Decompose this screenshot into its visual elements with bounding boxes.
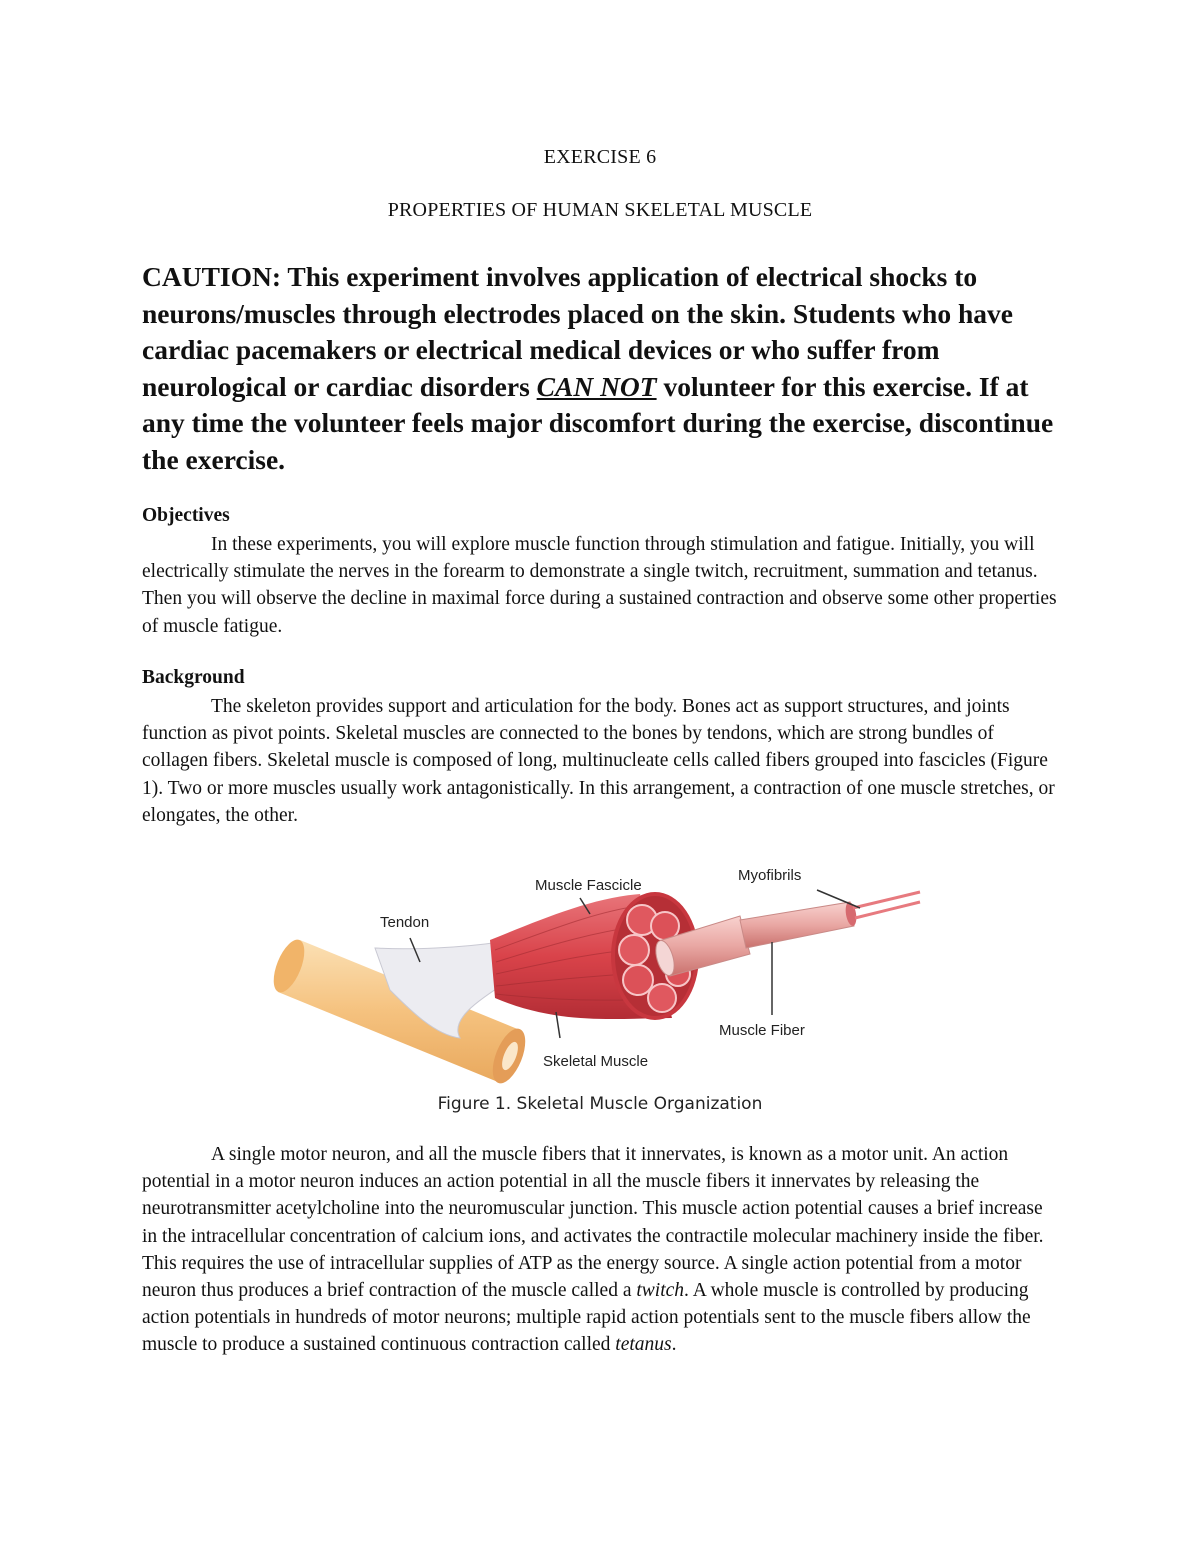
background-text: The skeleton provides support and articulation for the body. Bones act as support structures, and joints function as pivot points. Skeletal muscles are connected to the bones by tendons, which are strong bundles of collagen fibers. Skeletal muscle is composed of long, multinucleate cells called fibers grouped into fascicles (Figure 1). Two or more muscles usually work antagonistically. In this arrangement, a contraction of one muscle stretches, or elongates, the other. <box>142 696 1055 826</box>
caution-warning <box>142 259 1072 478</box>
motor-unit-text-2: . A whole muscle is controlled by producing action potentials in hundreds of motor neurons; multiple rapid action potentials sent to the muscle fibers allow the muscle to produce a sustained continuous contraction called <box>142 1280 1031 1356</box>
tetanus-term: tetanus <box>615 1334 672 1356</box>
label-skeletal-muscle: Skeletal Muscle <box>543 1053 649 1070</box>
muscle-fiber-shape <box>740 902 854 948</box>
exercise-subtitle: PROPERTIES OF HUMAN SKELETAL MUSCLE <box>387 199 813 221</box>
caution-emphasis: CAN NOT <box>536 370 657 402</box>
motor-unit-text-1: A single motor neuron, and all the muscle fibers that it innervates, is known as a motor unit. An action potential in a motor neuron induces an action potential in all the muscle fibers it innervates by releasing the neurotransmitter acetylcholine into the neuromuscular junction. This muscle action potential causes a brief increase in the intracellular concentration of calcium ions, and activates the contractile molecular machinery inside the fiber. This requires the use of intracellular supplies of ATP as the energy source. A single action potential from a motor neuron thus produces a brief contraction of the muscle called a <box>142 1144 1044 1302</box>
exercise-title: EXERCISE 6 <box>543 146 657 168</box>
objectives-paragraph <box>142 531 1062 640</box>
objectives-heading: Objectives <box>142 505 230 526</box>
background-heading: Background <box>142 667 245 688</box>
motor-unit-text-3: . <box>671 1334 677 1356</box>
label-tendon: Tendon <box>380 914 430 931</box>
motor-unit-paragraph <box>142 1141 1062 1359</box>
label-muscle-fascicle: Muscle Fascicle <box>535 877 642 894</box>
background-paragraph <box>142 693 1062 829</box>
figure-caption: Figure 1. Skeletal Muscle Organization <box>437 1094 763 1114</box>
label-muscle-fiber: Muscle Fiber <box>719 1022 805 1039</box>
caution-text-end: volunteer for this exercise. If at any time the volunteer feels major discomfort during the exercise, discontinue the exercise. <box>142 370 1054 475</box>
myofibrils-shape <box>853 892 920 918</box>
skeletal-muscle-figure <box>260 850 940 1095</box>
objectives-text: In these experiments, you will explore muscle function through stimulation and fatigue. Initially, you will electrically stimulate the nerves in the forearm to demonstrate a single twitch, recruitment, summation and tetanus. Then you will observe the decline in maximal force during a sustained contraction and observe some other properties of muscle fatigue. <box>142 534 1057 637</box>
twitch-term: twitch <box>636 1280 685 1302</box>
caution-text-start: CAUTION: This experiment involves application of electrical shocks to neurons/muscles through electrodes placed on the skin. Students who have cardiac pacemakers or electrical medical devices or who suffer from neurological or cardiac disorders <box>142 261 1013 402</box>
label-myofibrils: Myofibrils <box>738 867 802 884</box>
